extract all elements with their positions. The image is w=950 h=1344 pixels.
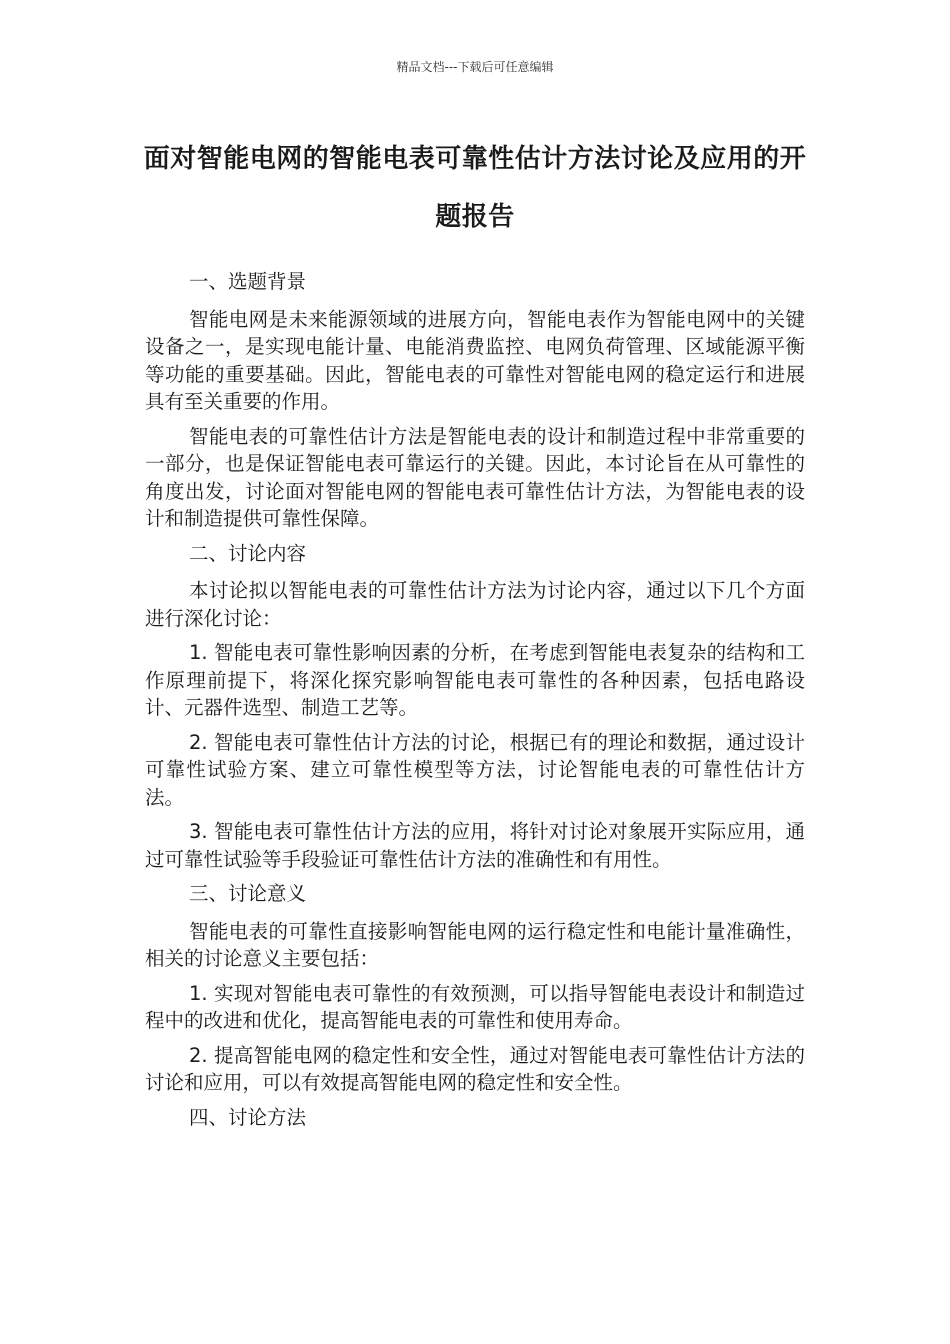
section-heading: 一、选题背景 <box>189 270 307 293</box>
list-item: 2. 智能电表可靠性估计方法的讨论，根据已有的理论和数据，通过设计可靠性试验方案、建立可靠性模型等方法，讨论智能电表的可靠性估计方法。 <box>145 730 805 809</box>
section-heading: 三、讨论意义 <box>189 882 307 905</box>
list-item: 1. 智能电表可靠性影响因素的分析，在考虑到智能电表复杂的结构和工作原理前提下，将深化探究影响智能电表可靠性的各种因素，包括电路设计、元器件选型、制造工艺等。 <box>145 641 805 719</box>
paragraph: 智能电网是未来能源领域的进展方向，智能电表作为智能电网中的关键设备之一，是实现电能计量、电能消费监控、电网负荷管理、区域能源平衡等功能的重要基础。因此，智能电表的可靠性对智能电网的稳定运行和进展具有至关重要的作用。 <box>145 307 805 413</box>
paragraph: 智能电表的可靠性估计方法是智能电表的设计和制造过程中非常重要的一部分，也是保证智能电表可靠运行的关键。因此，本讨论旨在从可靠性的角度出发，讨论面对智能电网的智能电表可靠性估计方法，为智能电表的设计和制造提供可靠性保障。 <box>145 424 805 530</box>
paragraph: 智能电表的可靠性直接影响智能电网的运行稳定性和电能计量准确性，相关的讨论意义主要包括： <box>145 919 805 970</box>
document-title: 面对智能电网的智能电表可靠性估计方法讨论及应用的开题报告 <box>143 144 807 232</box>
list-item: 3. 智能电表可靠性估计方法的应用，将针对讨论对象展开实际应用，通过可靠性试验等手段验证可靠性估计方法的准确性和有用性。 <box>145 820 805 871</box>
list-item: 2. 提高智能电网的稳定性和安全性，通过对智能电表可靠性估计方法的讨论和应用，可以有效提高智能电网的稳定性和安全性。 <box>145 1043 805 1094</box>
document-body <box>145 268 805 1141</box>
header-note: 精品文档---下载后可任意编辑 <box>396 60 554 74</box>
list-item: 1. 实现对智能电表可靠性的有效预测，可以指导智能电表设计和制造过程中的改进和优化，提高智能电表的可靠性和使用寿命。 <box>145 981 805 1032</box>
section-heading: 四、讨论方法 <box>189 1105 307 1129</box>
section-heading: 二、讨论内容 <box>189 541 307 565</box>
paragraph: 本讨论拟以智能电表的可靠性估计方法为讨论内容，通过以下几个方面进行深化讨论： <box>145 579 805 630</box>
